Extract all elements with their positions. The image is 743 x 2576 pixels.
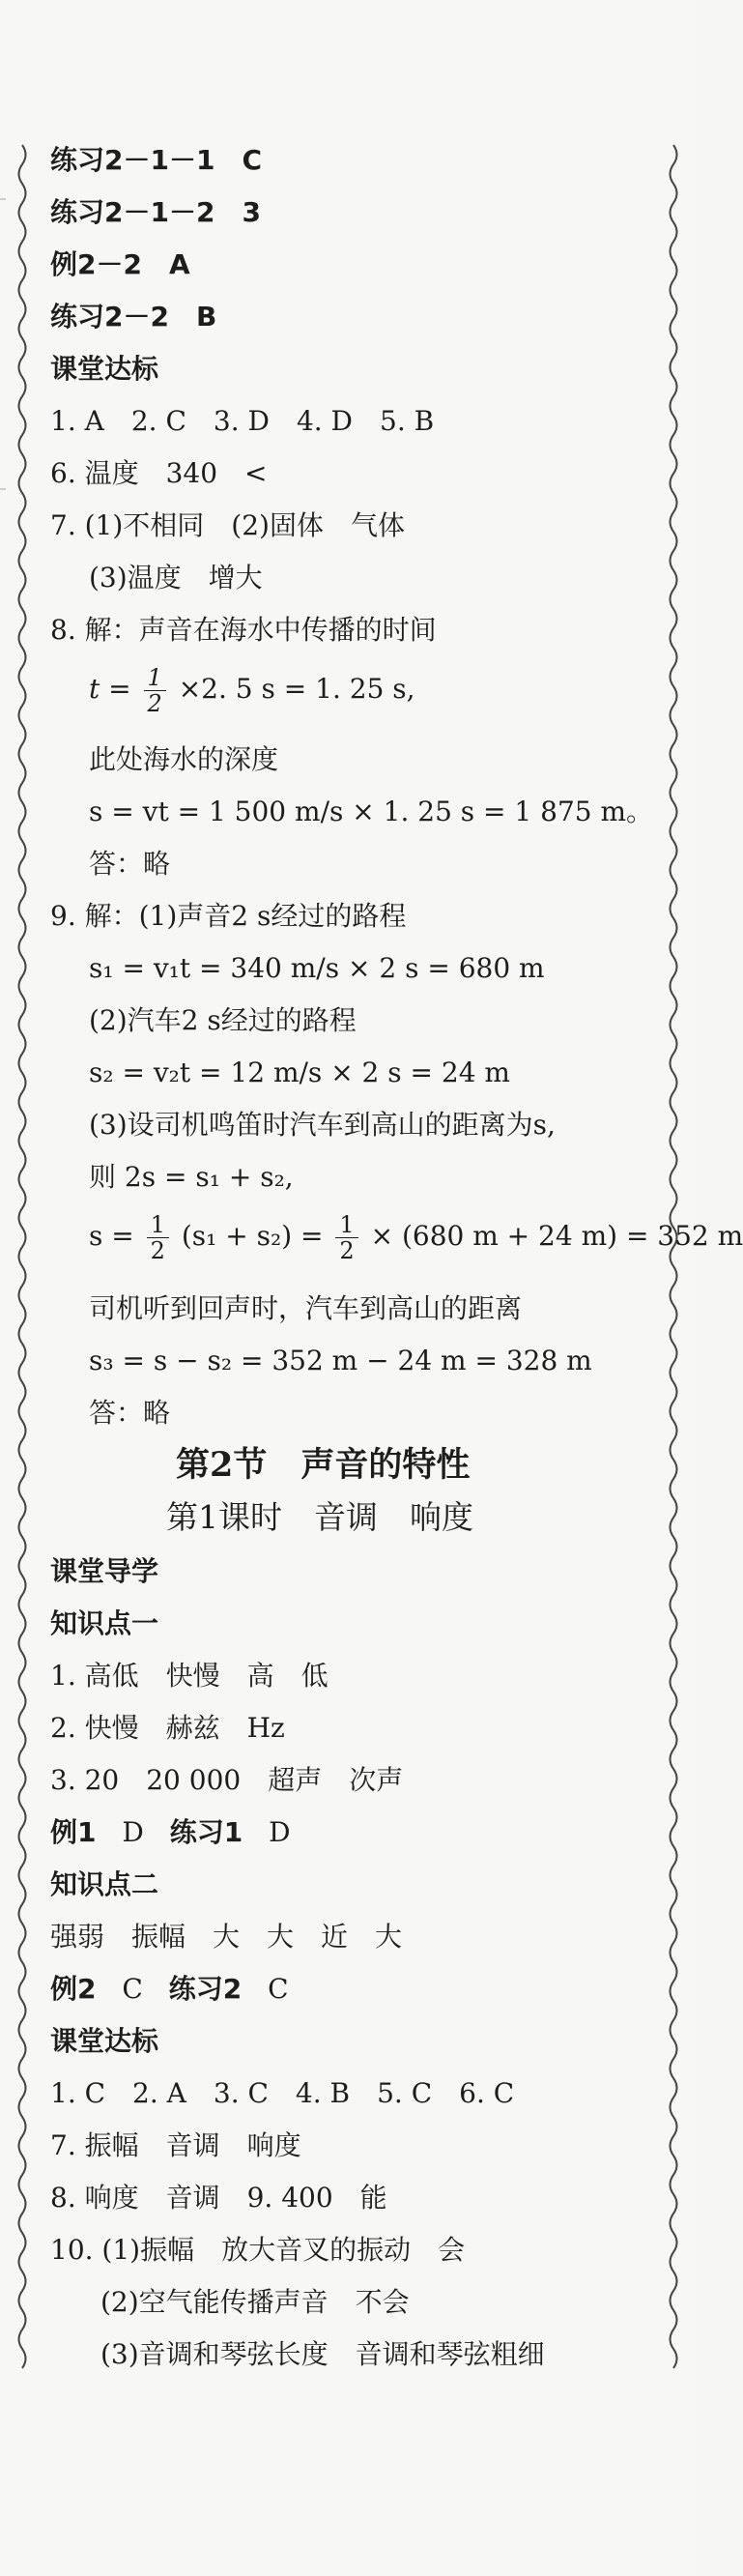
answer-line: 司机听到回声时，汽车到高山的距离 bbox=[89, 1292, 523, 1324]
answer-line bbox=[50, 1815, 291, 1850]
answer-line: 答：略 bbox=[89, 1397, 171, 1429]
answer-line bbox=[50, 1972, 289, 2007]
formula-line bbox=[89, 1212, 743, 1263]
formula-text: ×2. 5 s = 1. 25 s, bbox=[178, 673, 415, 705]
answer-line: (3)温度 增大 bbox=[89, 562, 263, 593]
section-title: 第2节 声音的特性 bbox=[176, 1445, 471, 1485]
answer-line: (2)空气能传播声音 不会 bbox=[100, 2286, 410, 2318]
answer-line: 7. (1)不相同 (2)固体 气体 bbox=[50, 509, 405, 541]
binding-mark bbox=[0, 198, 6, 200]
formula-line: s₁ = v₁t = 340 m/s × 2 s = 680 m bbox=[89, 952, 545, 984]
formula-line: 则 2s = s₁ + s₂, bbox=[89, 1161, 294, 1193]
left-wavy-border bbox=[14, 145, 31, 2359]
answer-line: 2. 快慢 赫兹 Hz bbox=[50, 1712, 285, 1744]
answer-value: D bbox=[122, 1816, 144, 1848]
example-label: 例1 bbox=[50, 1816, 97, 1848]
lesson-title: 第1课时 音调 响度 bbox=[166, 1498, 473, 1536]
answer-value: C bbox=[122, 1973, 143, 2005]
answer-value: D bbox=[269, 1816, 291, 1848]
exercise-label: 练习2 bbox=[168, 1973, 243, 2005]
answer-line: 例2－2 A bbox=[50, 248, 190, 280]
section-heading: 课堂达标 bbox=[50, 353, 159, 385]
answer-line: 1. A 2. C 3. D 4. D 5. B bbox=[50, 405, 435, 437]
answer-line: 练习2－1－2 3 bbox=[50, 196, 261, 228]
formula-line: s = vt = 1 500 m/s × 1. 25 s = 1 875 m。 bbox=[89, 796, 654, 827]
answer-value: C bbox=[268, 1973, 289, 2005]
answer-line: 1. C 2. A 3. C 4. B 5. C 6. C bbox=[50, 2077, 515, 2109]
binding-mark bbox=[0, 488, 6, 490]
answer-line: 6. 温度 340 < bbox=[50, 457, 268, 489]
answer-line: 3. 20 20 000 超声 次声 bbox=[50, 1764, 404, 1796]
answer-line: (2)汽车2 s经过的路程 bbox=[89, 1004, 357, 1036]
answer-line: 1. 高低 快慢 高 低 bbox=[50, 1660, 329, 1692]
fraction bbox=[335, 1212, 357, 1263]
answer-line: (3)设司机鸣笛时汽车到高山的距离为s, bbox=[89, 1109, 556, 1141]
answer-line: 练习2－2 B bbox=[50, 301, 217, 333]
fraction bbox=[147, 1212, 169, 1263]
section-heading: 课堂达标 bbox=[50, 2025, 159, 2057]
numerator: 1 bbox=[147, 1212, 169, 1238]
section-heading: 课堂导学 bbox=[50, 1555, 159, 1587]
denominator: 2 bbox=[339, 1237, 355, 1264]
answer-line: 练习2－1－1 C bbox=[50, 144, 262, 176]
formula-line: s₃ = s − s₂ = 352 m − 24 m = 328 m bbox=[89, 1345, 592, 1376]
formula-line: s₂ = v₂t = 12 m/s × 2 s = 24 m bbox=[89, 1056, 510, 1088]
answer-line: 答：略 bbox=[89, 848, 171, 880]
subsection-heading: 知识点一 bbox=[50, 1607, 159, 1639]
numerator: 1 bbox=[144, 665, 166, 691]
answer-line: 9. 解：(1)声音2 s经过的路程 bbox=[50, 900, 407, 932]
fraction bbox=[144, 665, 166, 716]
denominator: 2 bbox=[150, 1237, 165, 1264]
formula-text: t = bbox=[89, 673, 131, 705]
example-label: 例2 bbox=[50, 1973, 97, 2005]
answer-line: 强弱 振幅 大 大 近 大 bbox=[50, 1921, 403, 1953]
answer-line: 7. 振幅 音调 响度 bbox=[50, 2129, 301, 2161]
exercise-label: 练习1 bbox=[169, 1816, 243, 1848]
formula-text: s = bbox=[89, 1220, 134, 1252]
denominator: 2 bbox=[147, 690, 162, 717]
numerator: 1 bbox=[335, 1212, 357, 1238]
answer-line: 10. (1)振幅 放大音叉的振动 会 bbox=[50, 2234, 466, 2266]
formula-text: (s₁ + s₂) = bbox=[181, 1220, 324, 1252]
answer-line: 此处海水的深度 bbox=[89, 743, 279, 775]
formula-text: × (680 m + 24 m) = 352 m bbox=[370, 1220, 743, 1252]
subsection-heading: 知识点二 bbox=[50, 1868, 159, 1900]
formula-line bbox=[89, 665, 415, 716]
answer-line: 8. 解：声音在海水中传播的时间 bbox=[50, 614, 437, 646]
answer-line: 8. 响度 音调 9. 400 能 bbox=[50, 2182, 387, 2214]
answer-line: (3)音调和琴弦长度 音调和琴弦粗细 bbox=[100, 2338, 545, 2370]
